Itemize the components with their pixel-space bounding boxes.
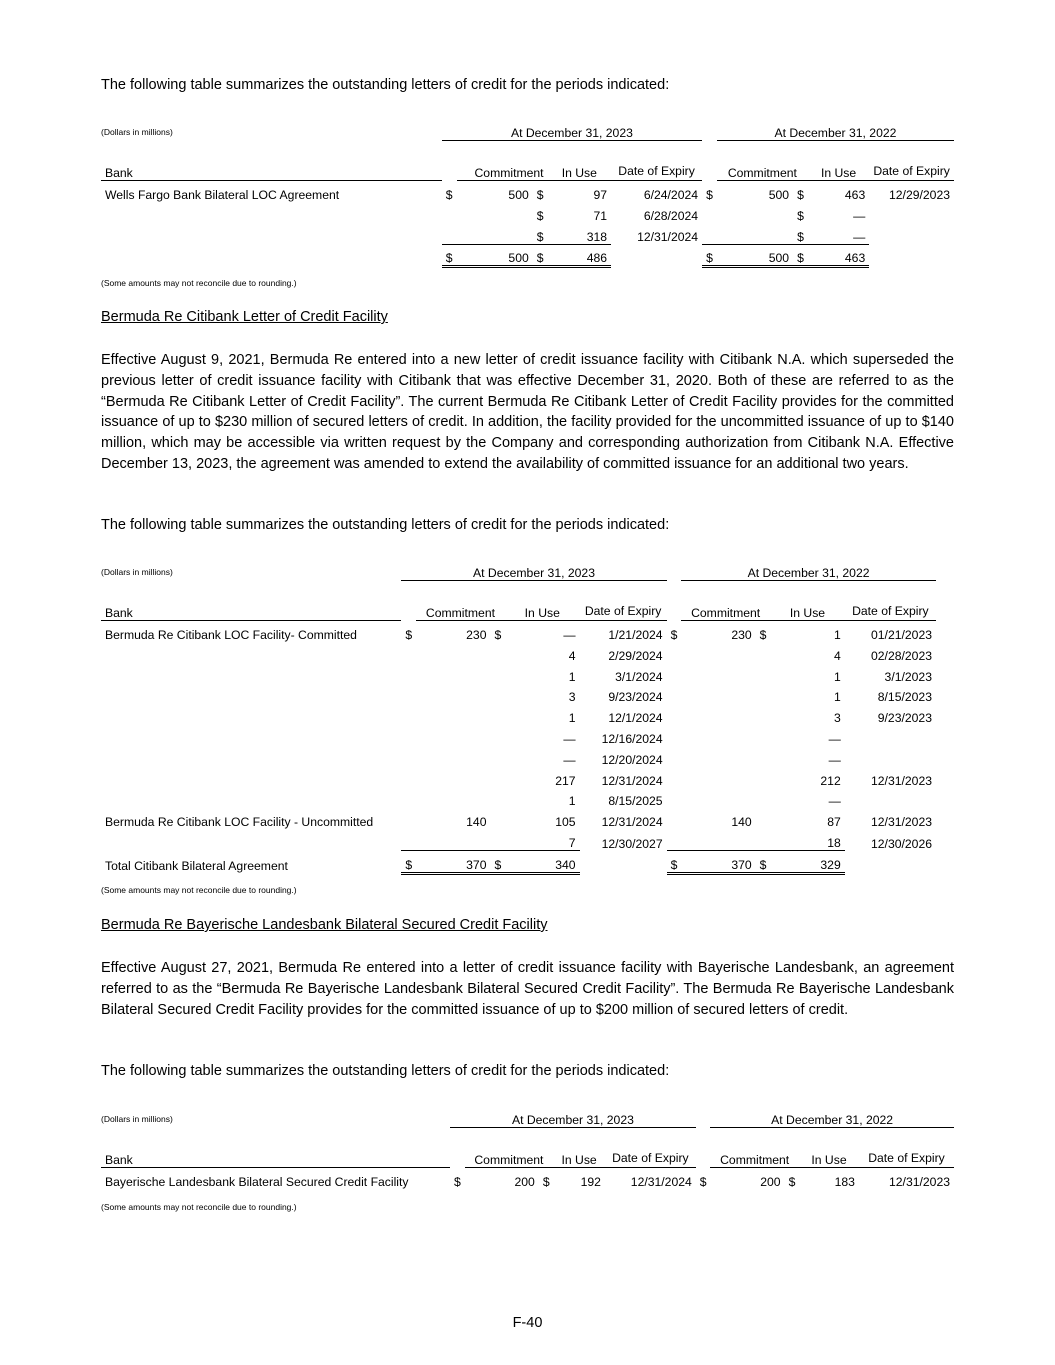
commitment-2023: 230 (466, 628, 487, 643)
commitment-2022 (681, 788, 756, 809)
dollar-sign (667, 725, 682, 746)
expiry-2023: 3/1/2024 (615, 669, 663, 684)
table-row (101, 202, 954, 223)
paragraph-citibank: Effective August 9, 2021, Bermuda Re entered into a new letter of credit issuance facility with Citibank N.A. which superseded the previous letter of credit issuance facility with Citibank that was effective December 31, 2020. Both of these are referred to as the “Bermuda Re Citibank Letter of Credit Facility”. The current Bermuda Re Citibank Letter of Credit Facility provides for the committed issuance of up to $230 million of secured letters of credit. In addition, the facility provided for the uncommitted issuance of up to $140 million, which may be accessible via written request by the Company and corresponding authorization from Citibank N.A. Effective December 13, 2023, the agreement was amended to extend the availability of committed issuance for an additional two years. (101, 352, 954, 472)
table2-note: (Some amounts may not reconcile due to rounding.) (101, 885, 297, 895)
commitment-2022 (681, 704, 756, 725)
commitment-2022 (681, 663, 756, 684)
table3-period-2023: At December 31, 2023 (450, 1107, 696, 1128)
table1-col-date-2023: Date of Expiry (611, 141, 702, 181)
table1-col-date-2022: Date of Expiry (869, 141, 954, 181)
bank-name (101, 684, 401, 705)
dollar-sign (756, 704, 771, 725)
inuse-2022: — (828, 752, 841, 767)
table1-col-inuse-2022: In Use (808, 141, 869, 181)
table3-col-inuse-2022: In Use (799, 1128, 859, 1168)
expiry-2023: 12/31/2024 (637, 230, 699, 245)
dollar-sign (401, 829, 416, 850)
expiry-2022: 12/31/2023 (871, 815, 932, 830)
commitment-2023 (416, 642, 491, 663)
dollar-sign: $ (667, 851, 682, 874)
table2-units: (Dollars in millions) (101, 567, 173, 577)
expiry-2023: 12/20/2024 (601, 752, 663, 767)
total-label: Total Citibank Bilateral Agreement (105, 859, 288, 874)
dollar-sign: $ (788, 1175, 796, 1190)
table3-period-2022: At December 31, 2022 (710, 1107, 954, 1128)
inuse-2023: 7 (505, 829, 580, 850)
commitment-2022 (681, 767, 756, 788)
dollar-sign (667, 746, 682, 767)
expiry-2023 (580, 851, 667, 874)
dollar-sign: $ (756, 851, 771, 874)
expiry-2023: 1/21/2024 (608, 628, 663, 643)
total-label (101, 244, 442, 267)
expiry-2023: 12/31/2024 (601, 815, 663, 830)
commitment-2022 (681, 725, 756, 746)
dollar-sign (667, 642, 682, 663)
inuse-2023: 217 (555, 773, 576, 788)
dollar-sign (401, 788, 416, 809)
dollar-sign (401, 767, 416, 788)
bank-name: Bayerische Landesbank Bilateral Secured Credit Facility (105, 1175, 409, 1190)
dollar-sign (756, 767, 771, 788)
expiry-2023: 6/24/2024 (643, 188, 699, 203)
table3-col-commitment-2023: Commitment (465, 1128, 554, 1168)
dollar-sign (756, 808, 771, 829)
commitment-2023: 200 (514, 1175, 535, 1190)
dollar-sign: $ (706, 188, 713, 203)
table-row (101, 684, 936, 705)
dollar-sign: $ (494, 628, 502, 643)
expiry-2023: 12/31/2024 (601, 773, 663, 788)
commitment-2023 (457, 223, 533, 244)
commitment-2023 (416, 725, 491, 746)
dollar-sign (401, 663, 416, 684)
table3-col-bank: Bank (101, 1128, 450, 1168)
table2-col-inuse-2022: In Use (770, 581, 845, 621)
commitment-2023: 500 (508, 188, 529, 203)
inuse-2023: — (563, 732, 576, 747)
table1-period-2023: At December 31, 2023 (442, 120, 702, 141)
table-row (101, 621, 936, 642)
bank-name (101, 663, 401, 684)
dollar-sign (702, 202, 717, 223)
table-row (101, 181, 954, 202)
dollar-sign (401, 642, 416, 663)
inuse-2022: 212 (820, 773, 841, 788)
table-row (101, 223, 954, 244)
commitment-2023: 140 (466, 815, 487, 830)
dollar-sign: $ (542, 1175, 550, 1190)
inuse-2022: 183 (834, 1175, 855, 1190)
table-total-row (101, 851, 936, 874)
bank-name (101, 788, 401, 809)
dollar-sign (401, 684, 416, 705)
table3-col-date-2022: Date of Expiry (859, 1128, 954, 1168)
dollar-sign (667, 788, 682, 809)
total-commitment-2022: 500 (717, 244, 793, 267)
commitment-2023 (416, 829, 491, 850)
table-row (101, 642, 936, 663)
dollar-sign: $ (699, 1175, 707, 1190)
table1-col-inuse-2023: In Use (548, 141, 611, 181)
table-row (101, 829, 936, 850)
table1-col-commitment-2023: Commitment (457, 141, 548, 181)
inuse-2023: 1 (568, 794, 576, 809)
dollar-sign: $ (797, 208, 804, 223)
commitment-2023 (416, 788, 491, 809)
dollar-sign (667, 808, 682, 829)
table-total-row (101, 244, 954, 267)
inuse-2022: 87 (827, 815, 841, 830)
dollar-sign (667, 663, 682, 684)
commitment-2022: 230 (731, 628, 752, 643)
dollar-sign: $ (445, 188, 453, 203)
table3-units: (Dollars in millions) (101, 1114, 173, 1124)
inuse-2023: 192 (580, 1175, 601, 1190)
expiry-2023: 8/15/2025 (608, 794, 663, 809)
expiry-2023: 12/16/2024 (601, 732, 663, 747)
commitment-2022 (681, 746, 756, 767)
dollar-sign (667, 829, 682, 850)
dollar-sign (401, 746, 416, 767)
inuse-2022: 1 (833, 669, 841, 684)
dollar-sign (491, 746, 506, 767)
table1-units: (Dollars in millions) (101, 127, 173, 137)
commitment-2022: 200 (760, 1175, 781, 1190)
inuse-2023: 1 (568, 711, 576, 726)
expiry-2022 (869, 202, 954, 223)
dollar-sign: $ (536, 208, 544, 223)
inuse-2023: 105 (555, 815, 576, 830)
inuse-2023: — (563, 752, 576, 767)
table1-col-commitment-2022: Commitment (717, 141, 808, 181)
table2-period-2023: At December 31, 2023 (401, 560, 666, 581)
commitment-2022 (681, 829, 756, 850)
inuse-2022: — (828, 794, 841, 809)
dollar-sign (491, 788, 506, 809)
inuse-2022: 3 (833, 711, 841, 726)
expiry-2022: 02/28/2023 (871, 648, 932, 663)
expiry-2023: 12/1/2024 (608, 711, 663, 726)
total-commitment-2023: 500 (457, 244, 533, 267)
table3-note: (Some amounts may not reconcile due to rounding.) (101, 1202, 297, 1212)
total-commitment-2022: 370 (681, 851, 756, 874)
dollar-sign: $ (759, 628, 767, 643)
commitment-2023 (416, 684, 491, 705)
inuse-2023: 318 (548, 223, 611, 244)
expiry-2023 (611, 244, 702, 267)
dollar-sign (756, 725, 771, 746)
table-row (101, 704, 936, 725)
table-row (101, 746, 936, 767)
dollar-sign: $ (536, 188, 544, 203)
dollar-sign (401, 704, 416, 725)
table2-col-bank: Bank (101, 581, 401, 621)
commitment-2023 (416, 663, 491, 684)
dollar-sign (491, 725, 506, 746)
dollar-sign (667, 684, 682, 705)
expiry-2022 (845, 851, 936, 874)
expiry-2022: 12/31/2023 (871, 773, 932, 788)
expiry-2022 (845, 788, 936, 809)
intro-text-2: The following table summarizes the outstanding letters of credit for the periods indicated: (101, 517, 670, 533)
table-citibank (101, 560, 936, 875)
inuse-2022: — (853, 208, 866, 223)
inuse-2022: — (808, 223, 869, 244)
dollar-sign (756, 829, 771, 850)
commitment-2023 (457, 202, 533, 223)
dollar-sign (756, 746, 771, 767)
dollar-sign (442, 202, 457, 223)
bank-name: Wells Fargo Bank Bilateral LOC Agreement (105, 188, 340, 203)
dollar-sign (491, 663, 506, 684)
table-row (101, 808, 936, 829)
table1-col-bank: Bank (101, 141, 442, 181)
dollar-sign (491, 642, 506, 663)
commitment-2022 (681, 684, 756, 705)
dollar-sign: $ (533, 223, 548, 244)
dollar-sign: $ (793, 244, 808, 267)
dollar-sign (756, 684, 771, 705)
commitment-2023 (416, 746, 491, 767)
table1-note: (Some amounts may not reconcile due to rounding.) (101, 278, 297, 288)
table2-col-commitment-2022: Commitment (681, 581, 770, 621)
expiry-2022 (869, 223, 954, 244)
inuse-2022: 463 (844, 188, 866, 203)
commitment-2023 (416, 704, 491, 725)
commitment-2022 (681, 642, 756, 663)
inuse-2022: 4 (833, 648, 841, 663)
expiry-2023: 9/23/2024 (608, 690, 663, 705)
dollar-sign: $ (442, 244, 457, 267)
expiry-2022: 12/29/2023 (889, 188, 950, 203)
dollar-sign (491, 684, 506, 705)
bank-name: Bermuda Re Citibank LOC Facility- Committed (105, 628, 357, 643)
dollar-sign: $ (454, 1175, 461, 1190)
heading-bayerische: Bermuda Re Bayerische Landesbank Bilateral Secured Credit Facility (101, 917, 548, 933)
table-wells-fargo (101, 120, 954, 268)
total-inuse-2023: 340 (505, 851, 580, 874)
total-inuse-2022: 329 (770, 851, 845, 874)
table-row (101, 788, 936, 809)
paragraph-bayerische: Effective August 27, 2021, Bermuda Re entered into a letter of credit issuance facility with Bayerische Landesbank, an agreement referred to as the “Bermuda Re Bayerische Landesbank Bilateral Secured Credit Facility”. The Bermuda Re Bayerische Landesbank Bilateral Secured Credit Facility provides for the committed issuance of up to $200 million of secured letters of credit. (101, 960, 954, 1018)
dollar-sign: $ (702, 244, 717, 267)
table2-col-inuse-2023: In Use (505, 581, 580, 621)
bank-name (101, 642, 401, 663)
inuse-2023: 1 (568, 669, 576, 684)
table2-col-date-2023: Date of Expiry (580, 581, 667, 621)
dollar-sign: $ (670, 628, 678, 643)
table-bayerische (101, 1107, 954, 1189)
table2-period-2022: At December 31, 2022 (681, 560, 936, 581)
total-commitment-2023: 370 (416, 851, 491, 874)
expiry-2022: 12/31/2023 (889, 1175, 950, 1190)
dollar-sign (756, 788, 771, 809)
dollar-sign (756, 663, 771, 684)
expiry-2022: 9/23/2023 (877, 711, 932, 726)
expiry-2023: 6/28/2024 (643, 208, 699, 223)
page-number: F-40 (512, 1315, 543, 1331)
table3-col-date-2023: Date of Expiry (605, 1128, 696, 1168)
expiry-2023: 12/30/2027 (601, 836, 663, 851)
bank-name (101, 202, 442, 223)
commitment-2023 (416, 767, 491, 788)
dollar-sign (401, 808, 416, 829)
inuse-2022: 18 (770, 829, 845, 850)
inuse-2023: — (563, 628, 576, 643)
inuse-2022: — (828, 732, 841, 747)
dollar-sign (442, 223, 457, 244)
commitment-2022 (717, 223, 793, 244)
table2-col-commitment-2023: Commitment (416, 581, 505, 621)
total-inuse-2022: 463 (808, 244, 869, 267)
inuse-2023: 97 (593, 188, 608, 203)
expiry-2022: 12/30/2026 (871, 836, 932, 851)
bank-name (101, 223, 442, 244)
dollar-sign (756, 642, 771, 663)
inuse-2023: 71 (593, 208, 608, 223)
dollar-sign (491, 704, 506, 725)
table2-col-date-2022: Date of Expiry (845, 581, 936, 621)
bank-name (101, 829, 401, 850)
commitment-2022: 500 (768, 188, 790, 203)
dollar-sign (491, 767, 506, 788)
dollar-sign (667, 767, 682, 788)
expiry-2023: 12/31/2024 (630, 1175, 692, 1190)
commitment-2022 (717, 202, 793, 223)
inuse-2023: 4 (568, 648, 576, 663)
total-inuse-2023: 486 (548, 244, 611, 267)
table3-col-commitment-2022: Commitment (710, 1128, 799, 1168)
expiry-2022 (869, 244, 954, 267)
intro-text-1: The following table summarizes the outstanding letters of credit for the periods indicated: (101, 77, 670, 93)
table3-col-inuse-2023: In Use (553, 1128, 605, 1168)
bank-name: Bermuda Re Citibank LOC Facility - Uncommitted (105, 815, 374, 830)
dollar-sign (491, 808, 506, 829)
expiry-2023: 2/29/2024 (608, 648, 663, 663)
expiry-2022: 01/21/2023 (871, 628, 932, 643)
expiry-2022: 3/1/2023 (884, 669, 932, 684)
dollar-sign (667, 704, 682, 725)
table1-period-2022: At December 31, 2022 (717, 120, 954, 141)
dollar-sign (401, 725, 416, 746)
table-row (101, 725, 936, 746)
inuse-2022: 1 (833, 628, 841, 643)
dollar-sign (491, 829, 506, 850)
dollar-sign: $ (533, 244, 548, 267)
bank-name (101, 725, 401, 746)
table-row (101, 1168, 954, 1189)
dollar-sign: $ (797, 188, 804, 203)
inuse-2022: 1 (833, 690, 841, 705)
inuse-2023: 3 (568, 690, 576, 705)
expiry-2022 (845, 746, 936, 767)
dollar-sign: $ (491, 851, 506, 874)
expiry-2022 (845, 725, 936, 746)
dollar-sign (702, 223, 717, 244)
bank-name (101, 767, 401, 788)
dollar-sign: $ (405, 628, 413, 643)
dollar-sign: $ (401, 851, 416, 874)
commitment-2022: 140 (731, 815, 752, 830)
expiry-2022: 8/15/2023 (877, 690, 932, 705)
heading-citibank: Bermuda Re Citibank Letter of Credit Facility (101, 309, 388, 325)
table-row (101, 663, 936, 684)
bank-name (101, 704, 401, 725)
intro-text-3: The following table summarizes the outstanding letters of credit for the periods indicated: (101, 1063, 670, 1079)
dollar-sign: $ (793, 223, 808, 244)
table-row (101, 767, 936, 788)
bank-name (101, 746, 401, 767)
